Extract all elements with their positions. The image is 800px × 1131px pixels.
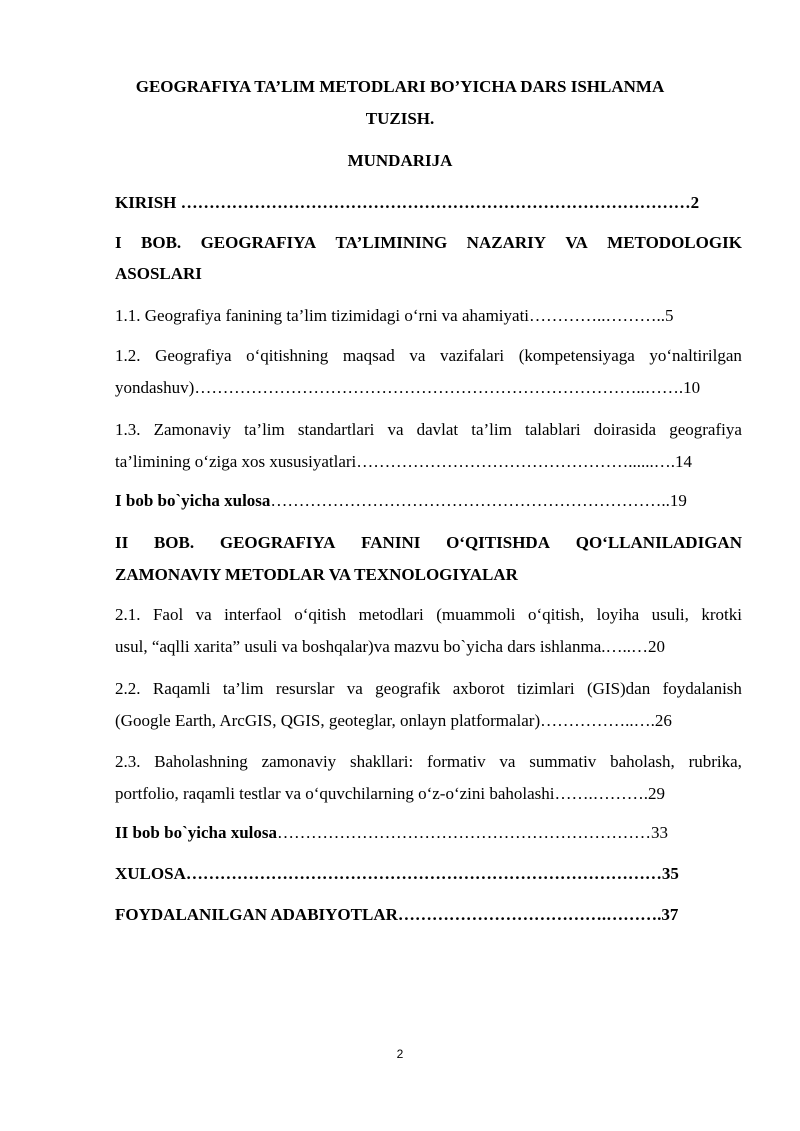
word: QO‘LLANILADIGAN	[575, 533, 742, 552]
word: o‘qitish	[294, 605, 347, 624]
word: geografik	[375, 679, 441, 698]
word: ta’lim	[244, 420, 285, 439]
word: metodlari	[358, 605, 424, 624]
word: (muammoli	[436, 605, 516, 624]
toc-entry-chapter2-summary	[115, 823, 668, 843]
word: davlat	[416, 420, 459, 439]
word: talablari	[524, 420, 581, 439]
word: standartlari	[297, 420, 375, 439]
toc-entry-1-3-line1	[115, 420, 742, 440]
word: ta’lim	[471, 420, 512, 439]
toc-entry-2-1-line2: usul, “aqlli xarita” usuli va boshqalar)va mazvu bo`yicha dars ishlanma.…..…20	[115, 637, 665, 656]
word: maqsad	[342, 346, 395, 365]
word: vazifalari	[439, 346, 505, 365]
word: formativ	[427, 752, 486, 771]
word: rubrika,	[688, 752, 742, 771]
word: loyiha	[596, 605, 640, 624]
word: geografiya	[669, 420, 742, 439]
word: baholash,	[610, 752, 675, 771]
word: ta’lim	[222, 679, 264, 698]
toc-entry-xulosa: XULOSA…………………………………………………………………………35	[115, 864, 679, 883]
document-title-line2: TUZISH.	[365, 109, 435, 128]
toc-entry-1-3-line2: ta’limining o‘ziga xos xususiyatlari…………………………………………......….14	[115, 452, 693, 471]
toc-entry-2-2-line2: (Google Earth, ArcGIS, QGIS, geoteglar, onlayn platformalar)……………..….26	[115, 711, 672, 730]
word: NAZARIY	[466, 233, 547, 252]
word: tizimlari	[517, 679, 575, 698]
word: O‘QITISHDA	[446, 533, 550, 552]
word: 2.1.	[115, 605, 141, 624]
toc-chapter1-title-line1	[115, 233, 742, 253]
toc-chapter2-title-line2: ZAMONAVIY METODLAR VA TEXNOLOGIYALAR	[115, 565, 518, 584]
chapter2-summary-label: II bob bo`yicha xulosa	[115, 823, 278, 842]
word: METODOLOGIK	[607, 233, 742, 252]
toc-chapter2-title-line1	[115, 533, 742, 553]
toc-entry-2-3-line2: portfolio, raqamli testlar va o‘quvchilarning o‘z-o‘zini baholashi…….……….29	[115, 784, 666, 803]
word: interfaol	[224, 605, 282, 624]
word: (kompetensiyaga	[518, 346, 635, 365]
word: axborot	[452, 679, 505, 698]
word: GEOGRAFIYA	[219, 533, 336, 552]
word: Raqamli	[152, 679, 211, 698]
word: 2.3.	[115, 752, 141, 771]
word: 2.2.	[115, 679, 141, 698]
toc-entry-chapter1-summary	[115, 491, 687, 511]
document-title-line1: GEOGRAFIYA TA’LIM METODLARI BO’YICHA DARS ISHLANMA	[135, 77, 665, 96]
toc-entry-1-2-line1	[115, 346, 742, 366]
toc-entry-2-2-line1	[115, 679, 742, 699]
word: va	[499, 752, 516, 771]
toc-entry-kirish: KIRISH ………………………………………………………………………………2	[115, 193, 700, 212]
word: (GIS)dan	[586, 679, 651, 698]
word: BOB.	[153, 533, 195, 552]
word: GEOGRAFIYA	[200, 233, 317, 252]
toc-entry-1-1: 1.1. Geografiya fanining ta’lim tizimidagi o‘rni va ahamiyati…………..………..5	[115, 306, 674, 325]
word: Zamonaviy	[153, 420, 232, 439]
chapter1-summary-label: I bob bo`yicha xulosa	[115, 491, 271, 510]
word: TA’LIMINING	[335, 233, 448, 252]
word: II	[115, 533, 129, 552]
page-number: 2	[396, 1047, 404, 1061]
word: va	[195, 605, 212, 624]
word: krotki	[701, 605, 742, 624]
word: BOB.	[141, 233, 182, 252]
word: va	[387, 420, 404, 439]
word: va	[346, 679, 363, 698]
toc-entry-adabiyotlar: FOYDALANILGAN ADABIYOTLAR……………………………….……….37	[115, 905, 679, 924]
toc-entry-1-2-line2: yondashuv)……………………………………………………………………..…….10	[115, 378, 701, 397]
word: summativ	[529, 752, 597, 771]
word: zamonaviy	[261, 752, 337, 771]
word: usuli,	[651, 605, 689, 624]
word: doirasida	[593, 420, 657, 439]
word: 1.3.	[115, 420, 141, 439]
contents-heading: MUNDARIJA	[347, 151, 453, 170]
word: foydalanish	[662, 679, 742, 698]
word: Baholashning	[154, 752, 248, 771]
word: Geografiya	[155, 346, 232, 365]
word: resurslar	[275, 679, 335, 698]
word: o‘qitishning	[246, 346, 329, 365]
word: o‘qitish,	[527, 605, 585, 624]
word: Faol	[152, 605, 184, 624]
word: FANINI	[361, 533, 421, 552]
word: 1.2.	[115, 346, 141, 365]
toc-entry-2-1-line1	[115, 605, 742, 625]
toc-entry-2-3-line1	[115, 752, 742, 772]
word: va	[409, 346, 426, 365]
chapter1-summary-dots: ……………………………………………………………..19	[270, 491, 687, 510]
word: I	[115, 233, 122, 252]
word: shakllari:	[349, 752, 414, 771]
word: yo‘naltirilgan	[649, 346, 742, 365]
word: VA	[565, 233, 588, 252]
toc-chapter1-title-line2: ASOSLARI	[115, 264, 202, 283]
chapter2-summary-dots: …………………………………………………………33	[277, 823, 669, 842]
